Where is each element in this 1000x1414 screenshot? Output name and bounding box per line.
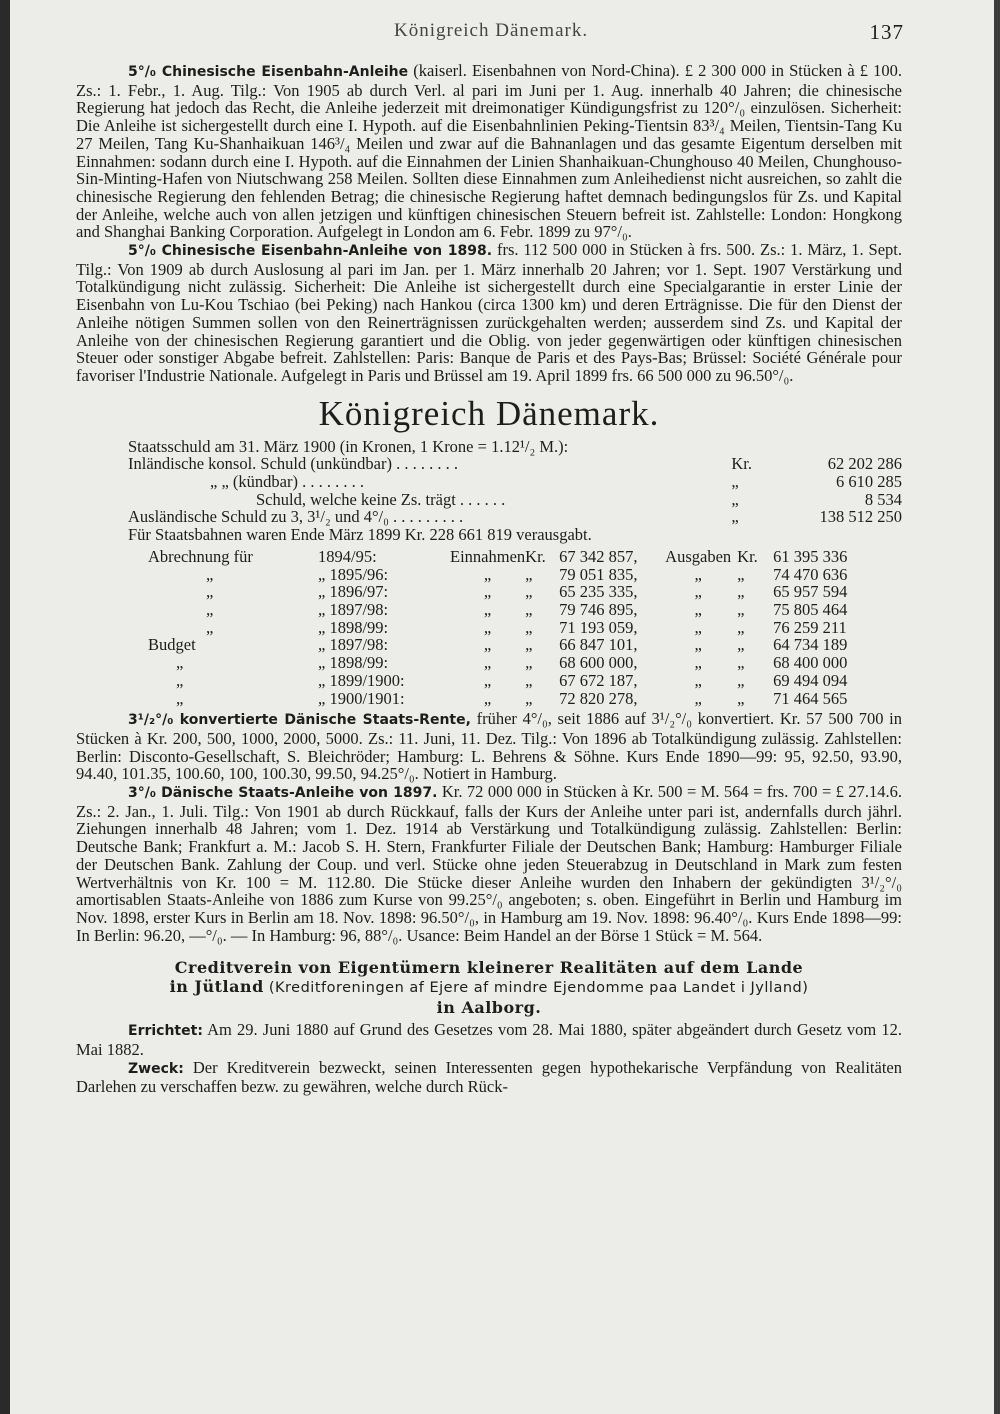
page-number: 137	[869, 20, 904, 44]
scan-edge-left	[0, 0, 10, 1414]
table-row: „ „ 1898/99: „ „ 68 600 000, „ „ 68 400 000	[176, 653, 848, 673]
table-row: „ „ 1900/1901: „ „ 72 820 278, „ „ 71 464 565	[176, 688, 848, 708]
page-content	[76, 62, 902, 1096]
creditverein-title-line-1: Creditverein von Eigentümern kleinerer Realitäten auf dem Lande	[174, 958, 804, 978]
table-row: Ausländische Schuld zu 3, 3¹/₂ und 4°/₀ . . . . . . . . . „ 138 512 250	[128, 507, 902, 527]
anleihe-1897-text: Kr. 72 000 000 in Stücken à Kr. 500 = M. 564 = frs. 700 = £ 27.14.6. Zs.: 2. Jan., 1. Juli. Tilg.: Von 1901 ab durch Rückkauf, falls der Kurs der Anleihe unter pari ist, andernfalls durch jährl. Ziehungen innerhalb 48 Jahren; vom 1. Dez. 1914 ab Verstärkung und Totalkündigung zulässig. Zahlstellen: Berlin: Deutsche Bank; Frankfurt a. M.: Jacob S. H. Stern, Frankfurter Filiale der Deutschen Bank; Hamburg: Hamburger Filiale der Deutschen Bank. Zahlung der Coup. und verl. Stücke ohne jeden Steuerabzug in Deutschland in Mark zum festen Wertverhältnis von Kr. 100 = M. 112.80. Die Stücke dieser Anleihe wurden den Inhabern der gekündigten 3¹/₂°/₀ amortisablen Staats-Anleihe von 1886 zum Kurse von 99.25°/₀ angeboten; s. oben. Eingeführt in Berlin und Hamburg im Nov. 1898, erster Kurs in Berlin am 18. Nov. 1898: 96.50°/₀, in Hamburg am 19. Nov. 1898: 96.40°/₀. Kurs Ende 1898—99: In Berlin: 96.20, —°/₀. — In Hamburg: 96, 88°/₀. Usance: Beim Handel an der Börse 1 Stück = M. 564.	[76, 782, 902, 945]
anleihe-1897-paragraph	[76, 783, 902, 944]
scan-edge-right	[994, 0, 1000, 1414]
table-row: Inländische konsol. Schuld (unkündbar) . . . . . . . . Kr. 62 202 286	[128, 454, 902, 474]
debt-intro: Staatsschuld am 31. März 1900 (in Kronen, 1 Krone = 1.12¹/₂ M.):	[128, 436, 569, 456]
debt-table	[128, 455, 902, 526]
table-row: „ „ 1898/99: „ „ 71 193 059, „ „ 76 259 211	[206, 617, 847, 637]
rente-paragraph	[76, 710, 902, 783]
anleihe-1897-heading: 3°/₀ Dänische Staats-Anleihe von 1897.	[128, 785, 438, 802]
rente-text: früher 4°/₀, seit 1886 auf 3¹/₂°/₀ konvertiert. Kr. 57 500 700 in Stücken à Kr. 200, 500, 1000, 2000, 5000. Zs.: 11. Juni, 11. Dez. Tilg.: Von 1896 ab Totalkündigung zulässig. Zahlstellen: Berlin: Disconto-Gesellschaft, S. Bleichröder; Hamburg: L. Behrens & Söhne. Kurs Ende 1890—99: 95, 92.50, 93.90, 94.40, 101.35, 100.60, 100, 100.30, 99.50, 94.25°/₀. Notiert in Hamburg.	[76, 709, 902, 784]
table-row: „ „ (kündbar) . . . . . . . . „ 6 610 285	[210, 472, 902, 492]
founded-label: Errichtet:	[128, 1023, 203, 1040]
creditverein-title-line-3: in Aalborg.	[436, 998, 542, 1018]
table-row: „ „ 1899/1900: „ „ 67 672 187, „ „ 69 494 094	[176, 670, 848, 690]
chinese-loan-2-text: frs. 112 500 000 in Stücken à frs. 500. Zs.: 1. März, 1. Sept. Tilg.: Von 1909 ab durch Auslosung al pari im Jan. per 1. März innerhalb 20 Jahren; vor 1. Sept. 1907 Verstärkung und Totalkündigung nicht zulässig. Sicherheit: Die Anleihe ist sichergestellt durch eine Specialgarantie in erster Linie der Eisenbahn von Lu-Kou Tschiao (bei Peking) nach Hankou (circa 1300 km) und deren Erträgnisse. Die für den Dienst der Anleihe nötigen Summen sollen von den Reinerträgnissen zurückgehalten werden; ausserdem sind Zs. und Kapital der Anleihe von der chinesischen Regierung garantiert und die Oblig. von jeder gegenwärtigen oder künftigen chinesischen Steuer oder sonstiger Abgabe befreit. Zahlstellen: Paris: Banque de Paris et des Pays-Bas; Brüssel: Société Générale pour favoriser l'Industrie Nationale. Aufgelegt in Paris und Brüssel am 19. April 1899 frs. 66 500 000 zu 96.50°/₀.	[76, 240, 902, 385]
chinese-loan-1-paragraph	[76, 62, 902, 241]
founded-text: Am 29. Juni 1880 auf Grund des Gesetzes vom 28. Mai 1880, später abgeändert durch Gesetz vom 12. Mai 1882.	[76, 1020, 902, 1060]
purpose-text: Der Kreditverein bezweckt, seinen Interessenten gegen hypothekarische Verpfändung von Realitäten Darlehen zu verschaffen bezw. zu gewähren, welche durch Rück-	[76, 1057, 902, 1097]
accounts-table	[148, 548, 857, 707]
table-row: „ „ 1896/97: „ „ 65 235 335, „ „ 65 957 594	[206, 582, 848, 602]
chinese-loan-1-text: (kaiserl. Eisenbahnen von Nord-China). £ 2 300 000 in Stücken à £ 100. Zs.: 1. Febr., 1. Aug. Tilg.: Von 1905 ab durch Verl. al pari im Juni per 1. Aug. innerhalb 40 Jahren; die chinesische Regierung hat jedoch das Recht, die Anleihe jederzeit mit dreimonatiger Kündigungsfrist zu 120°/₀ einzulösen. Sicherheit: Die Anleihe ist sichergestellt durch eine I. Hypoth. auf die Eisenbahnlinien Peking-Tientsin 83³/₄ Meilen, Tientsin-Tang Ku 27 Meilen, Tang Ku-Shanhaikuan 146³/₄ Meilen und zwar auf die Bahnanlagen und das gesamte Eigentum derselben mit Einnahmen: sodann durch eine I. Hypoth. auf die Einnahmen der Linien Shanhaikuan-Chunghouso 40 Meilen, Chunghouso-Sin-Minting-Hafen von Niutschwang 258 Meilen. Sollten diese Einnahmen zum Anleihedienst nicht ausreichen, so zahlt die chinesische Regierung den fehlenden Betrag; die chinesische Regierung haftet demnach bedingungslos für Zs. und Kapital der Anleihe, welche auch von allen jetzigen und künftigen chinesischen Steuern befreit ist. Zahlstelle: London: Hongkong and Shanghai Banking Corporation. Aufgelegt in London am 6. Febr. 1899 zu 97°/₀.	[76, 61, 902, 242]
page-header	[76, 20, 904, 46]
running-title: Königreich Dänemark.	[394, 20, 589, 41]
rente-heading: 3¹/₂°/₀ konvertierte Dänische Staats-Rente,	[128, 712, 471, 729]
table-row: Abrechnung für 1894/95: Einnahmen Kr. 67 342 857, Ausgaben Kr. 61 395 336	[148, 546, 848, 566]
chinese-loan-1-heading: 5°/₀ Chinesische Eisenbahn-Anleihe	[128, 64, 409, 80]
section-title: Königreich Dänemark.	[318, 393, 660, 433]
chinese-loan-2-heading: 5°/₀ Chinesische Eisenbahn-Anleihe von 1898.	[128, 243, 493, 260]
purpose-paragraph	[76, 1059, 902, 1096]
creditverein-title-line-2: in Jütland (Kreditforeningen af Ejere af mindre Ejendomme paa Landet i Jylland)	[169, 977, 809, 997]
creditverein-title	[76, 958, 902, 1017]
table-row: „ „ 1895/96: „ „ 79 051 835, „ „ 74 470 636	[206, 564, 848, 584]
table-row: Budget „ 1897/98: „ „ 66 847 101, „ „ 64 734 189	[148, 635, 848, 655]
table-row: „ „ 1897/98: „ „ 79 746 895, „ „ 75 805 464	[206, 599, 848, 619]
railway-expenditure: Für Staatsbahnen waren Ende März 1899 Kr. 228 661 819 verausgabt.	[128, 525, 592, 545]
purpose-label: Zweck:	[128, 1060, 184, 1077]
founded-paragraph	[76, 1021, 902, 1058]
chinese-loan-2-paragraph	[76, 241, 902, 385]
table-row: Schuld, welche keine Zs. trägt . . . . . . „ 8 534	[256, 489, 902, 509]
